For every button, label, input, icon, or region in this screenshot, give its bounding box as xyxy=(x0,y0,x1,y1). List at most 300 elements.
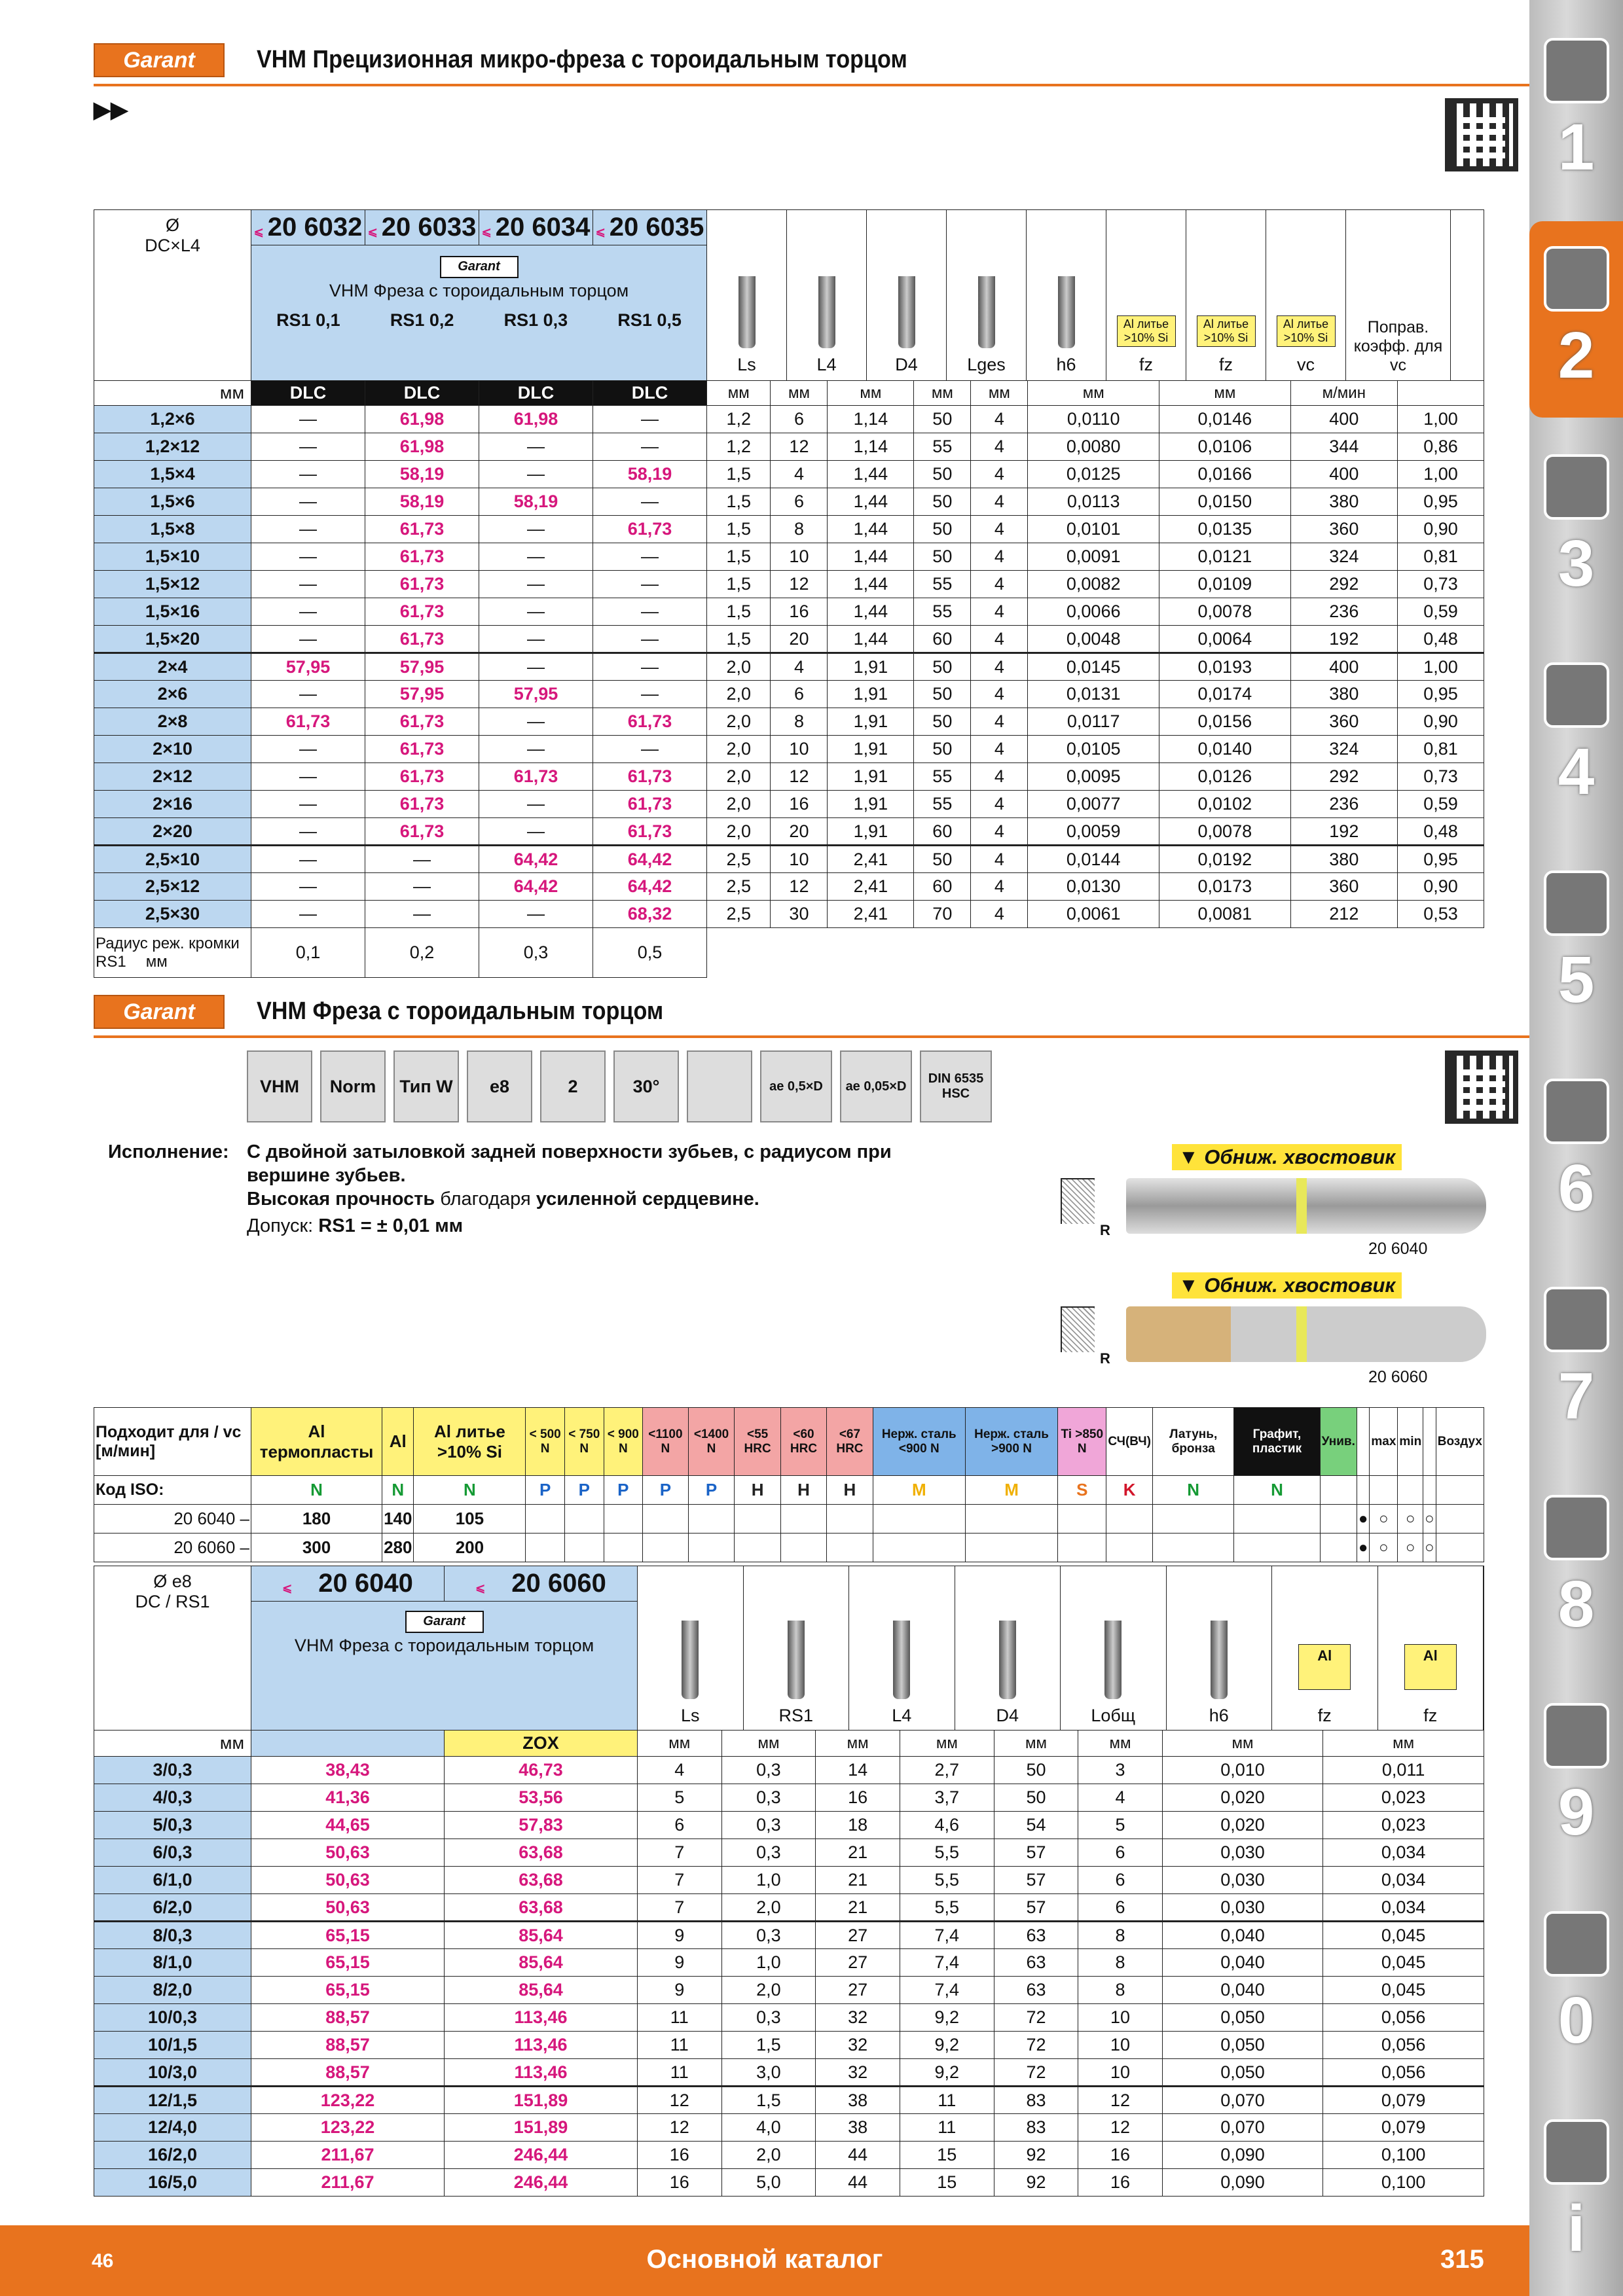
table-cell: 1,91 xyxy=(828,708,914,736)
mat-head-8: <55 HRC xyxy=(735,1408,780,1476)
property-icon-0: VHM xyxy=(247,1050,312,1122)
table-cell: 0,0117 xyxy=(1028,708,1159,736)
t1-code-prefix: ⩽ xyxy=(367,225,378,238)
t1-radius-label xyxy=(94,928,251,978)
mat-empty xyxy=(526,1534,565,1562)
mat-head-19: max xyxy=(1370,1408,1398,1476)
table-cell: 7,4 xyxy=(900,1977,994,2004)
table-cell: 1,44 xyxy=(828,461,914,488)
table-cell: 0,59 xyxy=(1398,791,1484,818)
t1-unit-1: мм xyxy=(771,381,828,406)
mat-head-0: Al термопласты xyxy=(251,1408,382,1476)
mat-empty xyxy=(1320,1534,1357,1562)
table-cell: 32 xyxy=(816,2059,900,2087)
tool-diagram-icon xyxy=(999,1621,1016,1699)
table-cell: 211,67 xyxy=(251,2142,445,2169)
table-cell: 58,19 xyxy=(593,461,707,488)
tool-diagram-icon xyxy=(898,276,915,348)
table-cell: 2,5 xyxy=(707,873,771,901)
table-cell: — xyxy=(251,461,365,488)
table-cell: 11 xyxy=(638,2059,722,2087)
table-cell: 61,73 xyxy=(365,791,479,818)
table-cell: 2,0 xyxy=(707,818,771,846)
table-cell: 0,040 xyxy=(1162,1922,1322,1949)
chapter-number: 9 xyxy=(1558,1775,1595,1849)
table-cell: 4,0 xyxy=(721,2114,816,2142)
table-cell: 1,44 xyxy=(828,488,914,516)
chapter-tab-3[interactable] xyxy=(1529,429,1623,626)
table-cell: 60 xyxy=(914,626,971,653)
t1-code-2 xyxy=(479,210,593,245)
table-cell: 44 xyxy=(816,2142,900,2169)
table-cell: 0,0059 xyxy=(1028,818,1159,846)
shank-text-2: Обниж. хвостовик xyxy=(1204,1274,1396,1297)
table-cell: 3,0 xyxy=(721,2059,816,2087)
table-cell: 0,0048 xyxy=(1028,626,1159,653)
chapter-icon xyxy=(1544,2119,1609,2185)
t1-code-0 xyxy=(251,210,365,245)
table-cell: 6 xyxy=(771,406,828,433)
table-cell: 2,0 xyxy=(707,681,771,708)
t2-unit-col: мм xyxy=(994,1731,1078,1757)
table-cell: 400 xyxy=(1290,406,1397,433)
t2-param-0 xyxy=(638,1566,744,1730)
table-cell: 61,73 xyxy=(365,708,479,736)
mat-empty xyxy=(688,1534,735,1562)
table-cell: 55 xyxy=(914,791,971,818)
table-cell: 7,4 xyxy=(900,1922,994,1949)
table-cell: — xyxy=(479,571,593,598)
mat-head-row xyxy=(94,1408,1484,1476)
table-cell: 14 xyxy=(816,1757,900,1784)
mat-head-22: Воздух xyxy=(1436,1408,1484,1476)
table-cell: 8/0,3 xyxy=(94,1922,251,1949)
table-cell: 2,0 xyxy=(721,1894,816,1922)
t2-code-prefix: ⩽ xyxy=(282,1581,293,1594)
table-cell: 2,7 xyxy=(900,1757,994,1784)
chapter-tab-4[interactable] xyxy=(1529,637,1623,834)
table-cell: 0,079 xyxy=(1323,2087,1484,2114)
chapter-tab-8[interactable] xyxy=(1529,1470,1623,1666)
table-cell: 4 xyxy=(971,736,1028,763)
table-cell: 58,19 xyxy=(479,488,593,516)
table-row xyxy=(94,1784,1484,1812)
table-cell: 15 xyxy=(900,2142,994,2169)
table-cell: 6/2,0 xyxy=(94,1894,251,1922)
table-cell: 60 xyxy=(914,818,971,846)
table-cell: — xyxy=(593,488,707,516)
mat-head-4: < 750 N xyxy=(564,1408,604,1476)
table-cell: 0,0066 xyxy=(1028,598,1159,626)
table-cell: 6 xyxy=(771,681,828,708)
property-icon-1: Norm xyxy=(320,1050,386,1122)
table-cell: 324 xyxy=(1290,543,1397,571)
mat-empty xyxy=(780,1534,826,1562)
table-cell: 58,19 xyxy=(365,461,479,488)
property-icon-4: 2 xyxy=(540,1050,606,1122)
iso-code: K xyxy=(1106,1476,1153,1505)
table-cell: 61,73 xyxy=(593,516,707,543)
table-cell: 0,070 xyxy=(1162,2114,1322,2142)
t1-code-3 xyxy=(593,210,706,245)
table-row xyxy=(94,516,1484,543)
table-cell: 1,00 xyxy=(1398,406,1484,433)
t1-code-text: 20 6033 xyxy=(381,213,477,242)
table-cell: 0,0061 xyxy=(1028,901,1159,928)
table-cell: 61,73 xyxy=(593,763,707,791)
table-cell: 0,0173 xyxy=(1159,873,1291,901)
mat-dot: ○ xyxy=(1423,1534,1436,1562)
table-cell: 0,73 xyxy=(1398,571,1484,598)
table-cell: — xyxy=(593,626,707,653)
table-cell: 1,5 xyxy=(707,461,771,488)
table-cell: 9 xyxy=(638,1977,722,2004)
table-cell: 65,15 xyxy=(251,1977,445,2004)
table-cell: 1,5×4 xyxy=(94,461,251,488)
t2-param-text: fz xyxy=(1317,1706,1332,1725)
mat-empty xyxy=(735,1505,780,1534)
table-row xyxy=(94,846,1484,873)
table-cell: 0,81 xyxy=(1398,543,1484,571)
t1-unit-8 xyxy=(1398,381,1484,406)
table-cell: 54 xyxy=(994,1812,1078,1839)
mat-empty xyxy=(965,1505,1057,1534)
footer-bar xyxy=(0,2225,1529,2296)
t1-code-prefix: ⩽ xyxy=(253,225,264,238)
table-cell: 63,68 xyxy=(445,1894,638,1922)
table-cell: 0,0106 xyxy=(1159,433,1291,461)
table-cell: — xyxy=(479,543,593,571)
table-cell: 0,90 xyxy=(1398,873,1484,901)
table-cell: 1,5 xyxy=(707,543,771,571)
mat-empty xyxy=(688,1505,735,1534)
table-cell: 4,6 xyxy=(900,1812,994,1839)
tool-diagram-icon xyxy=(1104,1621,1122,1699)
table-cell: 57,95 xyxy=(365,653,479,681)
table-cell: — xyxy=(479,736,593,763)
table-cell: 246,44 xyxy=(445,2142,638,2169)
table-cell: — xyxy=(251,791,365,818)
table-cell: 1,5×10 xyxy=(94,543,251,571)
table-cell: 12/4,0 xyxy=(94,2114,251,2142)
mat-row xyxy=(94,1505,1484,1534)
tool-diagram-icon xyxy=(893,1621,910,1699)
table-cell: 4 xyxy=(971,598,1028,626)
t2-param-text: L4 xyxy=(892,1706,912,1725)
t1-radius-val: 0,5 xyxy=(593,928,707,978)
table-cell: 70 xyxy=(914,901,971,928)
table-cell: 92 xyxy=(994,2142,1078,2169)
table-cell: 3 xyxy=(1078,1757,1163,1784)
table-cell: 21 xyxy=(816,1867,900,1894)
table-cell: 1,2 xyxy=(707,406,771,433)
t1-codes-header xyxy=(251,210,707,381)
table-cell: 2×16 xyxy=(94,791,251,818)
table-cell: 55 xyxy=(914,571,971,598)
table-cell: 2,5×12 xyxy=(94,873,251,901)
table-cell: 2×20 xyxy=(94,818,251,846)
table-cell: 0,0105 xyxy=(1028,736,1159,763)
table-cell: 8/2,0 xyxy=(94,1977,251,2004)
table-cell: — xyxy=(593,736,707,763)
table-cell: 400 xyxy=(1290,653,1397,681)
table-cell: 10 xyxy=(1078,2032,1163,2059)
table-cell: 12 xyxy=(771,433,828,461)
table-cell: 1,91 xyxy=(828,763,914,791)
table-cell: 0,0146 xyxy=(1159,406,1291,433)
t1-rs-3: RS1 0,5 xyxy=(617,310,682,330)
iso-empty xyxy=(1436,1476,1484,1505)
mat-dot: ○ xyxy=(1370,1505,1398,1534)
chapter-number: 8 xyxy=(1558,1567,1595,1641)
header-rule xyxy=(94,84,1529,86)
t2-param-text: fz xyxy=(1423,1706,1438,1725)
t1-param-text: Ls xyxy=(737,355,756,374)
t2-param-3 xyxy=(955,1566,1061,1730)
table-cell: — xyxy=(593,681,707,708)
table-cell: — xyxy=(479,653,593,681)
table-cell: 0,0166 xyxy=(1159,461,1291,488)
table-cell: 61,73 xyxy=(365,626,479,653)
chapter-tab-1[interactable] xyxy=(1529,13,1623,209)
table-cell: 50 xyxy=(914,543,971,571)
table-row xyxy=(94,1757,1484,1784)
t1-radius-text: Радиус реж. кромки RS1 xyxy=(96,934,240,971)
mat-empty xyxy=(735,1534,780,1562)
table-cell: 12/1,5 xyxy=(94,2087,251,2114)
table-cell: 1,44 xyxy=(828,598,914,626)
table-cell: 12 xyxy=(638,2114,722,2142)
garant-logo-2 xyxy=(94,995,225,1029)
table-cell: 2,41 xyxy=(828,846,914,873)
table-cell: 2,5 xyxy=(707,846,771,873)
chapter-tab-2[interactable] xyxy=(1529,221,1623,418)
t1-coat: DLC xyxy=(365,381,479,406)
table-cell: 68,32 xyxy=(593,901,707,928)
table-row xyxy=(94,653,1484,681)
table-cell: 2,5×30 xyxy=(94,901,251,928)
table-cell: 0,0078 xyxy=(1159,598,1291,626)
table-cell: 10/0,3 xyxy=(94,2004,251,2032)
mat-dot: ○ xyxy=(1423,1505,1436,1534)
table-cell: 1,2×12 xyxy=(94,433,251,461)
tool-diagram-icon xyxy=(739,276,756,348)
mat-empty xyxy=(827,1534,873,1562)
table-cell: 10 xyxy=(771,846,828,873)
chapter-icon xyxy=(1544,1287,1609,1352)
table-cell: 12 xyxy=(771,763,828,791)
chapter-tab-5[interactable] xyxy=(1529,846,1623,1042)
iso-code: H xyxy=(780,1476,826,1505)
table-cell: 3,7 xyxy=(900,1784,994,1812)
table-cell: 4 xyxy=(971,846,1028,873)
mat-empty xyxy=(526,1505,565,1534)
table-cell: 32 xyxy=(816,2032,900,2059)
table-cell: 15 xyxy=(900,2169,994,2197)
t2-param-text: Ls xyxy=(680,1706,700,1725)
chapter-tab-0[interactable] xyxy=(1529,1886,1623,2083)
table-cell: 8 xyxy=(1078,1977,1163,2004)
table-row xyxy=(94,873,1484,901)
table-row xyxy=(94,791,1484,818)
table-cell: 16 xyxy=(638,2142,722,2169)
t1-param-text: L4 xyxy=(816,355,837,374)
t1-param-text: fz xyxy=(1218,355,1233,374)
t1-coat: DLC xyxy=(479,381,593,406)
table-cell: 61,73 xyxy=(251,708,365,736)
table-cell: 83 xyxy=(994,2114,1078,2142)
table-cell: 85,64 xyxy=(445,1977,638,2004)
table-cell: 1,2 xyxy=(707,433,771,461)
chapter-tab-6[interactable] xyxy=(1529,1054,1623,1250)
property-icon-8: ae 0,05×D xyxy=(840,1050,912,1122)
mat-empty xyxy=(564,1505,604,1534)
table-cell: 50 xyxy=(914,461,971,488)
table-cell: — xyxy=(479,516,593,543)
t2-unit-col: мм xyxy=(816,1731,900,1757)
table-cell: 46,73 xyxy=(445,1757,638,1784)
chapter-tab-7[interactable] xyxy=(1529,1262,1623,1458)
t1-radius-row xyxy=(94,928,1484,978)
mat-head-3: < 500 N xyxy=(526,1408,565,1476)
table-cell: 55 xyxy=(914,763,971,791)
table-cell: — xyxy=(593,433,707,461)
table-cell: 57,95 xyxy=(251,653,365,681)
t1-code-prefix: ⩽ xyxy=(481,225,492,238)
table-cell: 9,2 xyxy=(900,2032,994,2059)
t2-coat: ZOX xyxy=(445,1731,638,1757)
chapter-number: 6 xyxy=(1558,1151,1595,1225)
chapter-tab-i[interactable] xyxy=(1529,2094,1623,2291)
table-cell: 72 xyxy=(994,2032,1078,2059)
table-cell: 0,0080 xyxy=(1028,433,1159,461)
table-row xyxy=(94,598,1484,626)
footer-page-right: 315 xyxy=(1440,2245,1484,2274)
table-cell: 64,42 xyxy=(593,846,707,873)
t1-unit: мм xyxy=(94,381,251,406)
t2-param-5 xyxy=(1167,1566,1273,1730)
table-cell: 0,056 xyxy=(1323,2004,1484,2032)
table-cell: 1,5 xyxy=(707,488,771,516)
table-cell: 11 xyxy=(900,2087,994,2114)
table-row xyxy=(94,763,1484,791)
exec-line2: вершине зубьев. xyxy=(247,1165,406,1186)
table-cell: 0,3 xyxy=(721,1812,816,1839)
t1-radius-unit: мм xyxy=(145,952,168,971)
table-cell: 61,73 xyxy=(593,791,707,818)
table-cell: 50 xyxy=(914,681,971,708)
table-cell: — xyxy=(593,543,707,571)
table-cell: 63 xyxy=(994,1977,1078,2004)
table-cell: 61,98 xyxy=(479,406,593,433)
table-cell: — xyxy=(593,653,707,681)
table-cell: 1,00 xyxy=(1398,461,1484,488)
table-cell: 2,5×10 xyxy=(94,846,251,873)
mat-head-6: <1100 N xyxy=(643,1408,689,1476)
exec-label: Исполнение: xyxy=(108,1141,229,1162)
t2-desc: VHM Фреза с тороидальным торцом xyxy=(294,1635,594,1655)
table-cell: 61,73 xyxy=(365,598,479,626)
property-icon-5: 30° xyxy=(613,1050,679,1122)
chapter-icon xyxy=(1544,1703,1609,1768)
mat-empty xyxy=(1152,1534,1233,1562)
t2-code-text: 20 6060 xyxy=(511,1569,606,1598)
table-cell: 2,0 xyxy=(707,736,771,763)
table-cell: 65,15 xyxy=(251,1949,445,1977)
mat-empty xyxy=(1436,1505,1484,1534)
table-cell: 0,90 xyxy=(1398,516,1484,543)
table-cell: 0,056 xyxy=(1323,2032,1484,2059)
table-cell: 1,5×6 xyxy=(94,488,251,516)
mat-dot: ● xyxy=(1357,1505,1370,1534)
table-cell: 2×12 xyxy=(94,763,251,791)
tool-diagram-icon xyxy=(978,276,995,348)
table-cell: 0,011 xyxy=(1323,1757,1484,1784)
mat-empty xyxy=(1234,1534,1320,1562)
table-cell: 0,045 xyxy=(1323,1949,1484,1977)
table-cell: 4 xyxy=(971,763,1028,791)
t2-param-2 xyxy=(849,1566,955,1730)
t1-radius-empty xyxy=(707,928,1484,978)
table-cell: 0,050 xyxy=(1162,2032,1322,2059)
table-cell: 1,14 xyxy=(828,406,914,433)
section2-title: VHM Фреза с тороидальным торцом xyxy=(257,997,664,1025)
table-cell: 4/0,3 xyxy=(94,1784,251,1812)
chapter-tab-9[interactable] xyxy=(1529,1678,1623,1874)
table-cell: 1,44 xyxy=(828,543,914,571)
qr-code-icon xyxy=(1445,98,1518,171)
table-cell: 44 xyxy=(816,2169,900,2197)
table-cell: — xyxy=(251,433,365,461)
table-cell: 0,81 xyxy=(1398,736,1484,763)
iso-code: P xyxy=(564,1476,604,1505)
table-cell: 20 xyxy=(771,626,828,653)
table-cell: — xyxy=(251,571,365,598)
table-cell: 380 xyxy=(1290,846,1397,873)
chapter-number: 1 xyxy=(1558,110,1595,184)
table-cell: 61,98 xyxy=(365,406,479,433)
table-cell: 63,68 xyxy=(445,1839,638,1867)
property-icon-3: e8 xyxy=(467,1050,532,1122)
table-cell: 0,030 xyxy=(1162,1839,1322,1867)
table-row xyxy=(94,1812,1484,1839)
table-cell: 1,91 xyxy=(828,736,914,763)
table-cell: 50 xyxy=(914,846,971,873)
table-cell: 50 xyxy=(914,708,971,736)
chapter-number: i xyxy=(1567,2191,1586,2265)
exec-line4 xyxy=(247,1214,463,1238)
table-cell: 61,73 xyxy=(365,543,479,571)
property-icon-2: Тип W xyxy=(393,1050,459,1122)
t1-code-text: 20 6035 xyxy=(609,213,704,242)
iso-code: P xyxy=(688,1476,735,1505)
al-cast-icon: Al литье >10% Si xyxy=(1197,315,1256,347)
table-cell: 12 xyxy=(638,2087,722,2114)
iso-empty xyxy=(1370,1476,1398,1505)
material-table xyxy=(94,1407,1484,1562)
iso-empty xyxy=(1423,1476,1436,1505)
radius-icon-2 xyxy=(1061,1306,1095,1352)
table-cell: 0,030 xyxy=(1162,1894,1322,1922)
table-cell: 27 xyxy=(816,1922,900,1949)
header-rule-2 xyxy=(94,1035,1529,1038)
mat-head-14: СЧ(ВЧ) xyxy=(1106,1408,1153,1476)
table-cell: 2,0 xyxy=(707,763,771,791)
mat-empty xyxy=(604,1505,643,1534)
property-icon-9: DIN 6535 HSC xyxy=(920,1050,992,1122)
mat-head-5: < 900 N xyxy=(604,1408,643,1476)
t1-col0b: DC×L4 xyxy=(145,236,200,255)
